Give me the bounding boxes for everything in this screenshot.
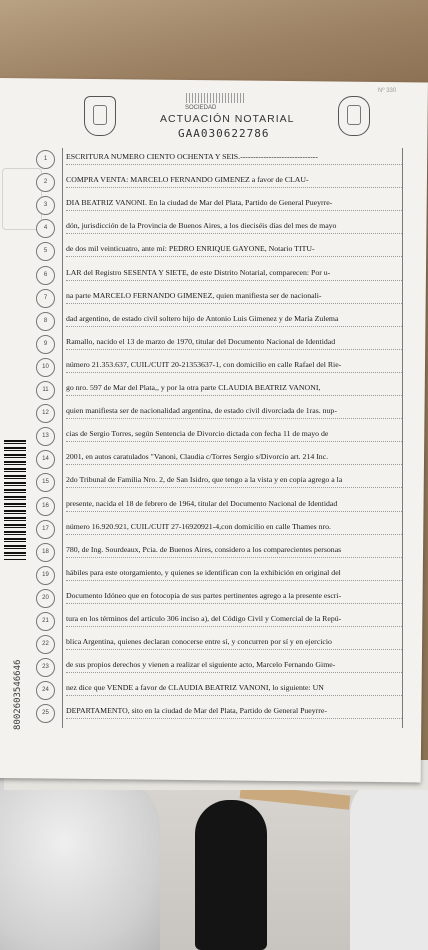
line-rule xyxy=(66,326,402,327)
line-rule xyxy=(66,233,402,234)
line-text: DIA BEATRIZ VANONI. En la ciudad de Mar del Plata, Partido de General Pueyrre- xyxy=(66,198,333,208)
document-line xyxy=(0,566,428,588)
line-number: 4 xyxy=(36,219,55,238)
line-number: 5 xyxy=(36,242,55,261)
line-rule xyxy=(66,349,402,350)
line-number: 22 xyxy=(36,635,55,654)
line-number: 9 xyxy=(36,335,55,354)
line-number: 16 xyxy=(36,497,55,516)
document-line xyxy=(0,173,428,195)
line-rule xyxy=(66,280,402,281)
line-rule xyxy=(66,672,402,673)
line-number: 17 xyxy=(36,520,55,539)
line-rule xyxy=(66,418,402,419)
chair xyxy=(0,770,160,950)
pre-title: SOCIEDAD xyxy=(185,105,217,111)
line-text: presente, nacida el 18 de febrero de 1964, titular del Documento Nacional de Identidad xyxy=(66,498,338,508)
line-text: ESCRITURA NUMERO CIENTO OCHENTA Y SEIS.------------------------------ xyxy=(66,152,318,161)
line-text: DEPARTAMENTO, sito en la ciudad de Mar del Plata, Partido de General Pueyrre- xyxy=(66,706,327,716)
document-line xyxy=(0,358,428,380)
line-text: número 21.353.637, CUIL/CUIT 20-21353637-1, con domicilio en calle Rafael del Rie- xyxy=(66,359,342,369)
line-number: 25 xyxy=(36,704,55,723)
line-rule xyxy=(66,580,402,581)
line-text: 2do Tribunal de Familia Nro. 2, de San Isidro, que tengo a la vista y en copia agrego a la xyxy=(66,475,343,485)
line-rule xyxy=(66,256,402,257)
line-text: blica Argentina, quienes declaran conocerse entre sí, y concurren por sí y en ejercicio xyxy=(66,637,332,647)
line-number: 20 xyxy=(36,589,55,608)
line-number: 8 xyxy=(36,312,55,331)
line-rule xyxy=(66,395,402,396)
line-text: COMPRA VENTA: MARCELO FERNANDO GIMENEZ a favor de CLAU- xyxy=(66,175,309,185)
shoe xyxy=(195,800,267,950)
line-rule xyxy=(66,441,402,442)
line-text: de dos mil veinticuatro, ante mí: PEDRO ENRIQUE GAYONE, Notario TITU- xyxy=(66,244,315,254)
line-number: 6 xyxy=(36,266,55,285)
document-line xyxy=(0,266,428,288)
line-text: 2001, en autos caratulados "Vanoni, Claudia c/Torres Sergio s/Divorcio art. 214 Inc. xyxy=(66,452,329,462)
document-line xyxy=(0,242,428,264)
coat-of-arms-icon xyxy=(84,96,116,136)
line-text: dad argentino, de estado civil soltero hijo de Antonio Luis Gimenez y de María Zulema xyxy=(66,313,339,323)
document-line xyxy=(0,427,428,449)
document-line xyxy=(0,219,428,241)
line-rule xyxy=(66,718,402,719)
line-text: de sus propios derechos y vienen a realizar el siguiente acto, Marcelo Fernando Gime- xyxy=(66,660,336,670)
document-line xyxy=(0,681,428,703)
page-number: Nº 330 xyxy=(378,88,397,94)
document-line xyxy=(0,543,428,565)
line-text: tura en los términos del artículo 306 inciso a), del Código Civil y Comercial de la Repú- xyxy=(66,614,342,623)
line-number: 3 xyxy=(36,196,55,215)
document-line xyxy=(0,520,428,542)
document-line xyxy=(0,289,428,311)
document-title: ACTUACIÓN NOTARIAL xyxy=(160,113,295,125)
line-rule xyxy=(66,626,402,627)
document-line xyxy=(0,658,428,680)
line-number: 10 xyxy=(36,358,55,377)
line-text: Ramallo, nacido el 13 de marzo de 1970, titular del Documento Nacional de Identidad xyxy=(66,336,336,346)
barcode-number: 8002603546646 xyxy=(13,659,23,730)
line-rule xyxy=(66,511,402,512)
document-line xyxy=(0,497,428,519)
line-text: 780, de Ing. Sourdeaux, Pcia. de Buenos Aires, considero a los comparecientes personas xyxy=(66,544,342,554)
document-line xyxy=(0,381,428,403)
line-text: LAR del Registro SESENTA Y SIETE, de este Distrito Notarial, comparecen: Por u- xyxy=(66,267,331,277)
document-line xyxy=(0,473,428,495)
line-rule xyxy=(66,649,402,650)
document-line xyxy=(0,635,428,657)
document-line xyxy=(0,450,428,472)
line-rule xyxy=(66,603,402,604)
line-number: 18 xyxy=(36,543,55,562)
line-number: 1 xyxy=(36,150,55,169)
chair-right xyxy=(350,775,428,950)
line-number: 13 xyxy=(36,427,55,446)
document-line xyxy=(0,196,428,218)
line-text: quien manifiesta ser de nacionalidad argentina, de estado civil divorciada de 1ras. nup- xyxy=(66,406,337,416)
line-rule xyxy=(66,557,402,558)
line-number: 14 xyxy=(36,450,55,469)
document-line xyxy=(0,335,428,357)
line-number: 7 xyxy=(36,289,55,308)
line-number: 19 xyxy=(36,566,55,585)
line-number: 11 xyxy=(36,381,55,400)
document-line xyxy=(0,704,428,726)
serial-number: GAA030622786 xyxy=(178,127,270,140)
line-number: 21 xyxy=(36,612,55,631)
line-number: 15 xyxy=(36,473,55,492)
line-text: nez dice que VENDE a favor de CLAUDIA BEATRIZ VANONI, lo siguiente: UN xyxy=(66,683,324,693)
line-text: cias de Sergio Torres, según Sentencia de Divorcio dictada con fecha 11 de mayo de xyxy=(66,429,329,439)
document-line xyxy=(0,612,428,634)
document-line xyxy=(0,404,428,426)
line-number: 12 xyxy=(36,404,55,423)
line-number: 23 xyxy=(36,658,55,677)
line-rule xyxy=(66,372,402,373)
line-text: dón, jurisdicción de la Provincia de Buenos Aires, a los dieciséis días del mes de mayo xyxy=(66,221,337,231)
line-rule xyxy=(66,487,402,488)
line-rule xyxy=(66,464,402,465)
line-text: na parte MARCELO FERNANDO GIMENEZ, quien manifiesta ser de nacionali- xyxy=(66,290,322,300)
line-number: 2 xyxy=(36,173,55,192)
line-rule xyxy=(66,187,402,188)
document-line xyxy=(0,589,428,611)
line-rule xyxy=(66,210,402,211)
line-number: 24 xyxy=(36,681,55,700)
document-line xyxy=(0,150,428,172)
seal-icon xyxy=(338,96,370,136)
line-rule xyxy=(66,695,402,696)
stamp-marks xyxy=(186,93,244,103)
line-text: hábiles para este otorgamiento, y quienes se identifican con la exhibición en original del xyxy=(66,567,341,577)
line-rule xyxy=(66,534,402,535)
line-rule xyxy=(66,164,402,165)
line-rule xyxy=(66,303,402,304)
line-text: número 16.920.921, CUIL/CUIT 27-16920921-4,con domicilio en calle Thames nro. xyxy=(66,521,331,531)
line-text: go nro. 597 de Mar del Plata,, y por la otra parte CLAUDIA BEATRIZ VANONI, xyxy=(66,383,321,392)
line-text: Documento Idóneo que en fotocopia de sus partes pertinentes agrego a la presente escri- xyxy=(66,590,342,600)
document-line xyxy=(0,312,428,334)
